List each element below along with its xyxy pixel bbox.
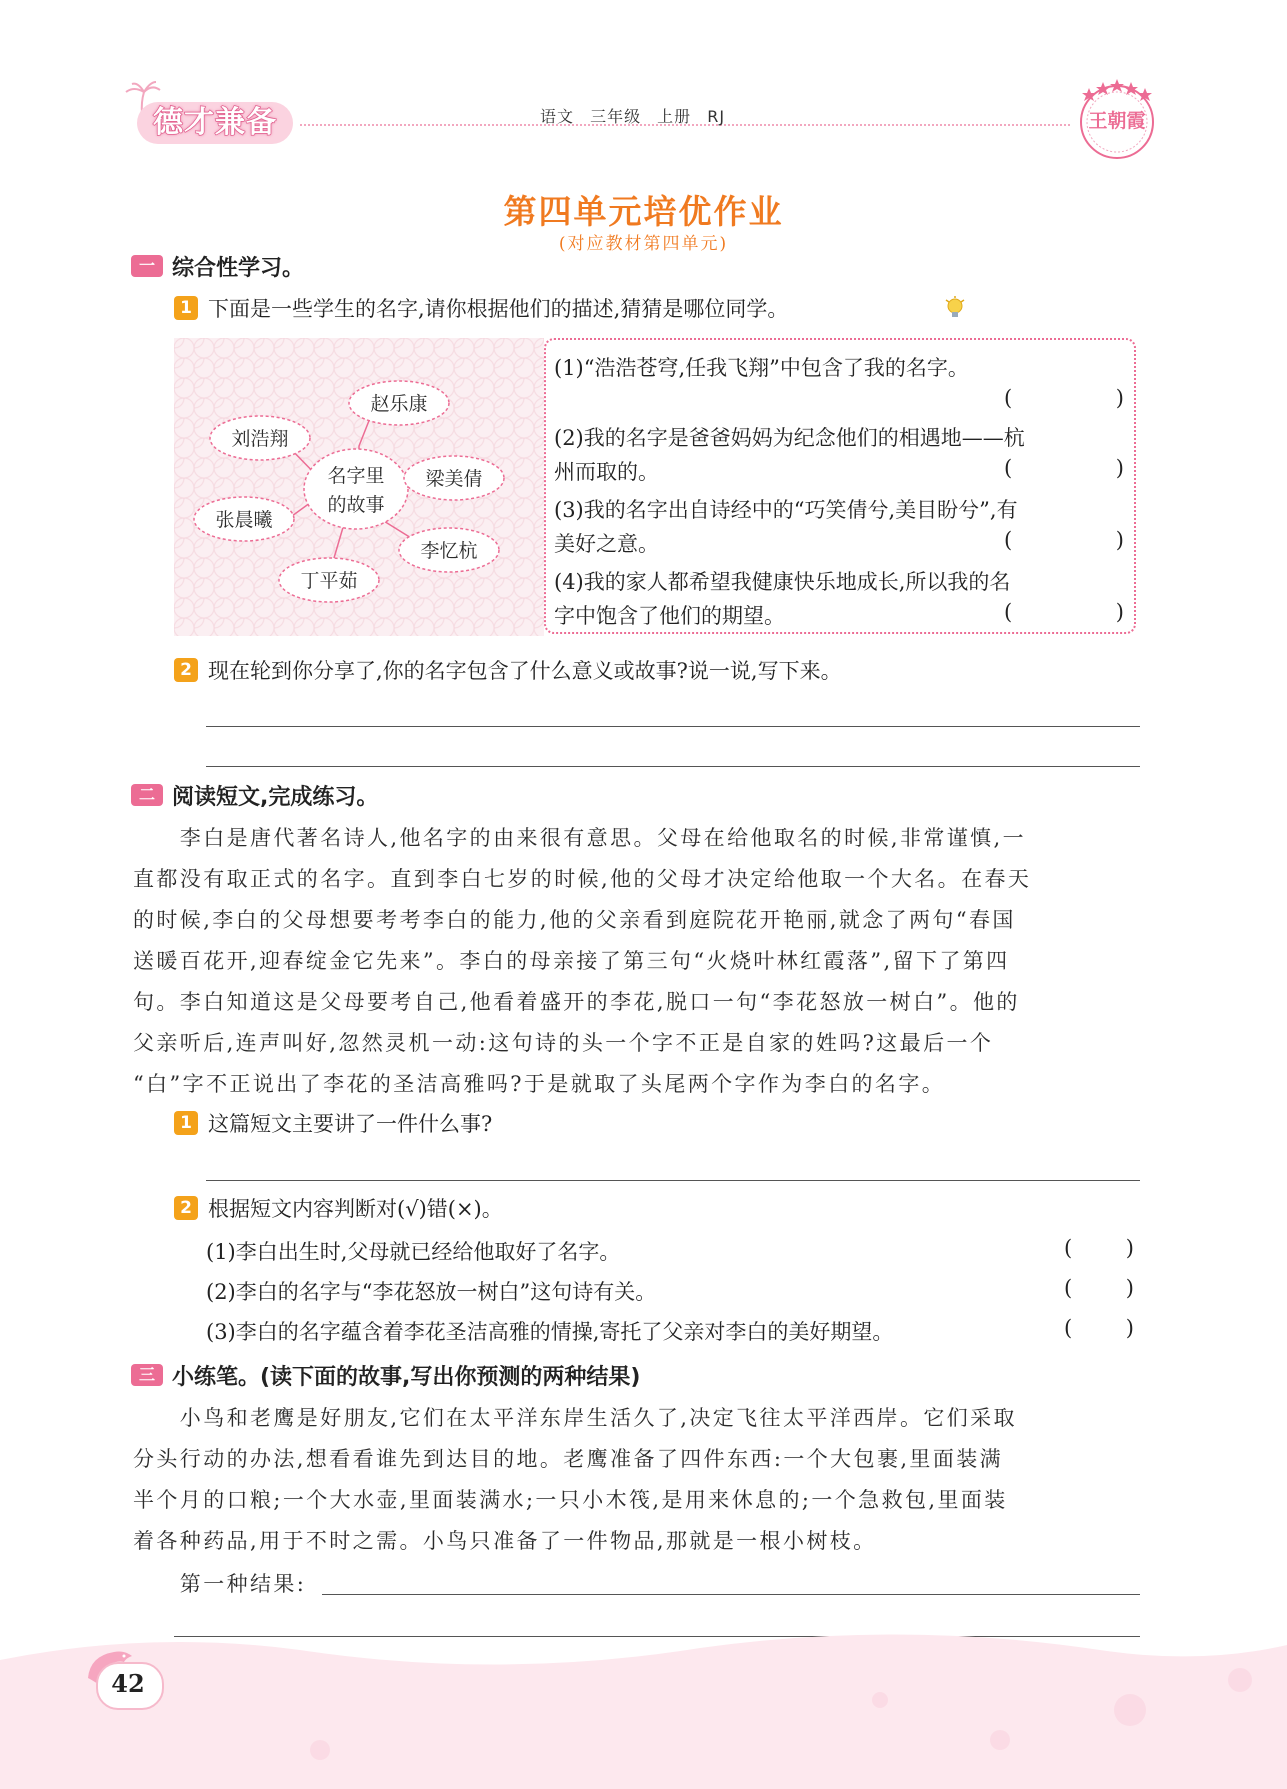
diagram-node — [194, 497, 294, 541]
paren-open: ( — [1004, 456, 1013, 480]
diagram-name-label: 赵乐康 — [370, 393, 428, 415]
paren-close: ) — [1125, 1236, 1134, 1260]
passage-line: 的时候,李白的父母想要考考李白的能力,他的父亲看到庭院花开艳丽,就念了两句“春国 — [133, 908, 1016, 932]
name-diagram — [174, 338, 544, 636]
diagram-node — [210, 416, 310, 460]
diagram-name-label: 梁美倩 — [425, 468, 483, 490]
clue-3-answer[interactable] — [1004, 528, 1124, 552]
clue-4-answer[interactable] — [1004, 600, 1124, 624]
section-2-title: 阅读短文,完成练习。 — [172, 785, 379, 810]
paren-open: ( — [1064, 1316, 1073, 1340]
paren-close: ) — [1115, 600, 1124, 624]
diagram-name-label: 刘浩翔 — [231, 428, 289, 450]
passage-line: 分头行动的办法,想看看谁先到达目的地。老鹰准备了四件东西:一个大包裹,里面装满 — [133, 1447, 1004, 1471]
section-1-badge: 一 — [131, 255, 163, 277]
paren-close: ) — [1115, 456, 1124, 480]
clue-2-line2: 州而取的。 — [554, 460, 659, 484]
diagram-node — [279, 558, 379, 602]
paren-close: ) — [1115, 386, 1124, 410]
passage-line: 送暖百花开,迎春绽金它先来”。李白的母亲接了第三句“火烧叶林红霞落”,留下了第四 — [133, 949, 1010, 973]
brand-logo — [135, 98, 295, 148]
question-1-badge: 1 — [174, 296, 198, 320]
paren-open: ( — [1004, 528, 1013, 552]
judgement-item: (3)李白的名字蕴含着李花圣洁高雅的情操,寄托了父亲对李白的美好期望。 — [206, 1320, 894, 1344]
clue-4-line1: (4)我的家人都希望我健康快乐地成长,所以我的名 — [554, 570, 1011, 594]
paren-open: ( — [1064, 1236, 1073, 1260]
diagram-name-label: 张晨曦 — [215, 509, 273, 531]
judgement-item: (1)李白出生时,父母就已经给他取好了名字。 — [206, 1240, 621, 1264]
clue-3-line1: (3)我的名字出自诗经中的“巧笑倩兮,美目盼兮”,有 — [554, 498, 1018, 522]
paren-close: ) — [1115, 528, 1124, 552]
clue-3-line2: 美好之意。 — [554, 532, 659, 556]
answer-line[interactable] — [206, 766, 1140, 767]
section-2-badge: 二 — [131, 784, 163, 806]
clue-1-line1: (1)“浩浩苍穹,任我飞翔”中包含了我的名字。 — [554, 356, 969, 380]
page-subtitle: (对应教材第四单元) — [558, 234, 729, 254]
passage-line: 李白是唐代著名诗人,他名字的由来很有意思。父母在给他取名的时候,非常谨慎,一 — [133, 826, 1027, 850]
answer-line[interactable] — [206, 726, 1140, 727]
section-1-title: 综合性学习。 — [172, 256, 305, 281]
passage-line: 着各种药品,用于不时之需。小鸟只准备了一件物品,那就是一根小树枝。 — [133, 1529, 877, 1553]
footer-wave — [0, 1620, 1287, 1789]
passage-line: 小鸟和老鹰是好朋友,它们在太平洋东岸生活久了,决定飞往太平洋西岸。它们采取 — [133, 1406, 1017, 1430]
reading-q2-badge: 2 — [174, 1196, 198, 1220]
header-meta: 语文 三年级 上册 RJ — [540, 107, 726, 126]
paren-open: ( — [1064, 1276, 1073, 1300]
diagram-center-line2: 的故事 — [327, 494, 385, 516]
paren-close: ) — [1125, 1276, 1134, 1300]
clue-2-answer[interactable] — [1004, 456, 1124, 480]
passage-line: “白”字不正说出了李花的圣洁高雅吗?于是就取了头尾两个字作为李白的名字。 — [133, 1072, 946, 1096]
seal-text: 王朝霞 — [1088, 110, 1146, 132]
paren-open: ( — [1004, 386, 1013, 410]
reading-q1-text: 这篇短文主要讲了一件什么事? — [208, 1112, 493, 1136]
reading-q2-text: 根据短文内容判断对(√)错(×)。 — [208, 1197, 503, 1221]
question-1-text: 下面是一些学生的名字,请你根据他们的描述,猜猜是哪位同学。 — [208, 297, 789, 321]
clue-4-line2: 字中饱含了他们的期望。 — [554, 604, 785, 628]
diagram-name-label: 丁平茹 — [300, 570, 358, 592]
question-2-text: 现在轮到你分享了,你的名字包含了什么意义或故事?说一说,写下来。 — [208, 659, 842, 683]
answer-line[interactable] — [206, 1180, 1140, 1181]
section-3-badge: 三 — [131, 1364, 163, 1386]
lightbulb-icon — [944, 296, 966, 322]
diagram-node — [404, 456, 504, 500]
judgement-answer[interactable] — [1064, 1236, 1134, 1260]
page-title: 第四单元培优作业 — [503, 192, 784, 231]
page-number: 42 — [111, 1669, 145, 1698]
passage-line: 句。李白知道这是父母要考自己,他看着盛开的李花,脱口一句“李花怒放一树白”。他的 — [133, 990, 1020, 1014]
passage-line: 直都没有取正式的名字。直到李白七岁的时候,他的父母才决定给他取一个大名。在春天 — [133, 867, 1032, 891]
passage-line: 父亲听后,连声叫好,忽然灵机一动:这句诗的头一个字不正是自家的姓吗?这最后一个 — [133, 1031, 994, 1055]
diagram-center-line1: 名字里 — [327, 465, 385, 487]
diagram-node — [349, 381, 449, 425]
section-3-title: 小练笔。(读下面的故事,写出你预测的两种结果) — [172, 1365, 641, 1390]
paren-close: ) — [1125, 1316, 1134, 1340]
paren-open: ( — [1004, 600, 1013, 624]
question-2-badge: 2 — [174, 658, 198, 682]
reading-q1-badge: 1 — [174, 1111, 198, 1135]
clue-1-answer[interactable] — [1004, 386, 1124, 410]
judgement-answer[interactable] — [1064, 1316, 1134, 1340]
judgement-item: (2)李白的名字与“李花怒放一树白”这句诗有关。 — [206, 1280, 657, 1304]
brand-text: 德才兼备 — [153, 105, 277, 140]
diagram-node — [399, 528, 499, 572]
judgement-answer[interactable] — [1064, 1276, 1134, 1300]
clue-2-line1: (2)我的名字是爸爸妈妈为纪念他们的相遇地——杭 — [554, 426, 1025, 450]
diagram-center-node — [304, 449, 408, 529]
result-1-label: 第一种结果: — [133, 1572, 307, 1596]
diagram-name-label: 李忆杭 — [420, 540, 478, 562]
passage-line: 半个月的口粮;一个大水壶,里面装满水;一只小木筏,是用来休息的;一个急救包,里面装 — [133, 1488, 1008, 1512]
result-1-answer-line[interactable] — [322, 1594, 1140, 1595]
